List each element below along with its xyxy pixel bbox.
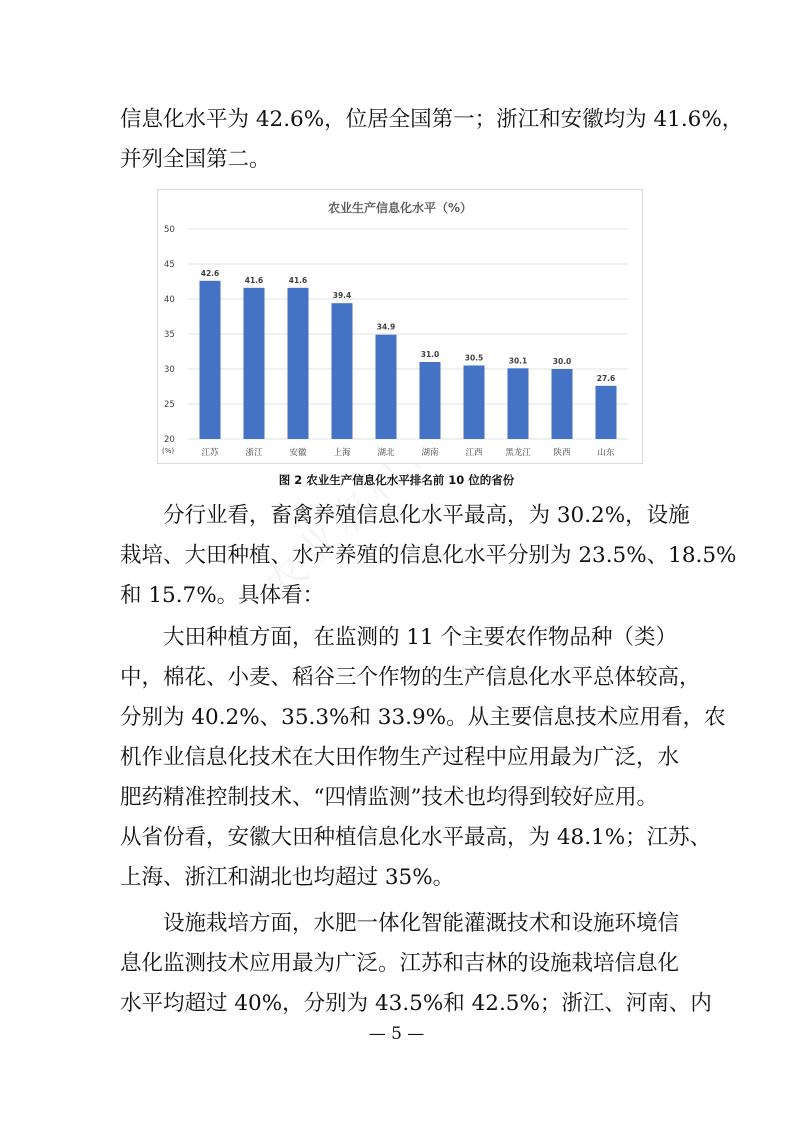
bar-value-label: 30.5 xyxy=(464,353,484,363)
x-tick-label: 江西 xyxy=(465,448,483,458)
bar-value-label: 34.9 xyxy=(376,322,396,332)
text-line: 水平均超过 40%，分别为 43.5%和 42.5%；浙江、河南、内 xyxy=(120,991,712,1016)
text-line: 中，棉花、小麦、稻谷三个作物的生产信息化水平总体较高， xyxy=(120,665,701,690)
x-tick-label: 湖北 xyxy=(377,448,395,458)
text-line: 机作业信息化技术在大田作物生产过程中应用最为广泛，水 xyxy=(120,745,680,770)
bar xyxy=(332,303,353,439)
x-tick-label: 上海 xyxy=(333,448,351,458)
bar-value-label: 41.6 xyxy=(288,275,308,285)
bar-value-label: 41.6 xyxy=(244,275,264,285)
paragraph-2 xyxy=(120,496,737,616)
y-tick-label: 30 xyxy=(164,365,175,375)
bar-value-label: 42.6 xyxy=(200,268,220,278)
text-line: 从省份看，安徽大田种植信息化水平最高，为 48.1%；江苏、 xyxy=(120,825,712,850)
x-tick-label: 山东 xyxy=(597,448,615,458)
bar xyxy=(552,369,573,439)
bar-value-label: 30.1 xyxy=(508,356,528,366)
text-line: 大田种植方面，在监测的 11 个主要农作物品种（类） xyxy=(120,625,678,650)
bar xyxy=(244,288,265,439)
bar xyxy=(376,335,397,439)
x-tick-label: 黑龙江 xyxy=(505,448,531,458)
text-line: 分别为 40.2%、35.3%和 33.9%。从主要信息技术应用看，农 xyxy=(120,705,726,730)
text-line: 并列全国第二。 xyxy=(120,147,271,172)
bar-value-label: 27.6 xyxy=(596,373,616,383)
figure-caption: 图 2 农业生产信息化水平排名前 10 位的省份 xyxy=(278,473,515,487)
y-tick-label: 25 xyxy=(164,400,175,410)
text-line: 和 15.7%。具体看： xyxy=(120,583,325,608)
y-tick-label: 40 xyxy=(164,295,175,305)
page-number: — 5 — xyxy=(368,1024,425,1044)
bar-chart xyxy=(158,190,642,463)
y-tick-label: 50 xyxy=(164,225,175,235)
paragraph-1 xyxy=(120,100,744,180)
text-line: 肥药精准控制技术、“四情监测”技术也均得到较好应用。 xyxy=(120,785,658,810)
x-tick-label: 湖南 xyxy=(421,448,439,458)
x-tick-label: 陕西 xyxy=(553,448,571,458)
chart-container xyxy=(157,189,643,464)
bar xyxy=(508,368,529,439)
text-line: 分行业看，畜禽养殖信息化水平最高，为 30.2%，设施 xyxy=(120,503,690,528)
y-tick-label: 20 xyxy=(164,435,175,445)
bar xyxy=(464,366,485,440)
y-tick-label: 45 xyxy=(164,260,175,270)
x-tick-label: 安徽 xyxy=(289,448,307,458)
text-line: 信息化水平为 42.6%，位居全国第一；浙江和安徽均为 41.6%， xyxy=(120,107,744,132)
bar xyxy=(596,386,617,439)
y-tick-label: 35 xyxy=(164,330,175,340)
bar-value-label: 39.4 xyxy=(332,291,352,301)
bar-value-label: 30.0 xyxy=(552,357,572,366)
x-tick-label: 浙江 xyxy=(245,448,263,458)
y-unit-label: (%) xyxy=(162,447,175,455)
bar xyxy=(420,362,441,439)
bar xyxy=(288,288,309,439)
x-tick-label: 江苏 xyxy=(201,448,219,458)
text-line: 息化监测技术应用最为广泛。江苏和吉林的设施栽培信息化 xyxy=(120,951,680,976)
paragraph-3 xyxy=(120,618,726,898)
bar-value-label: 31.0 xyxy=(420,350,440,359)
text-line: 上海、浙江和湖北也均超过 35%。 xyxy=(120,865,455,890)
paragraph-4 xyxy=(120,904,712,1024)
bar xyxy=(200,281,221,439)
text-line: 栽培、大田种植、水产养殖的信息化水平分别为 23.5%、18.5% xyxy=(120,543,737,568)
text-line: 设施栽培方面，水肥一体化智能灌溉技术和设施环境信 xyxy=(120,911,680,936)
chart-title: 农业生产信息化水平（%） xyxy=(327,201,473,215)
